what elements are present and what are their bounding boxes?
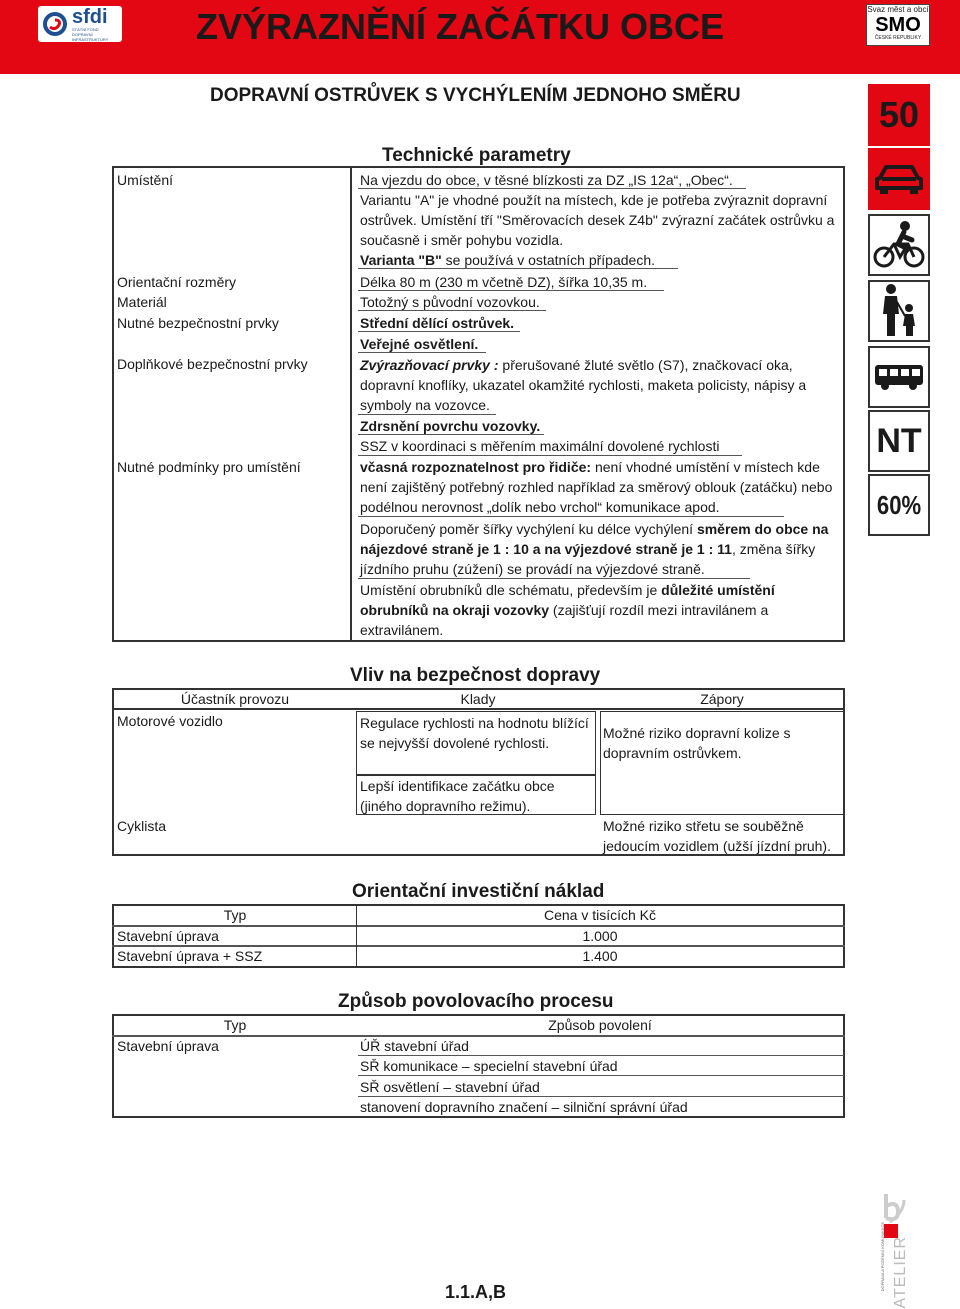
- podminky-text-2c: , změna šířky jízdního pruhu (zúžení) se provádí na výjezdové straně.: [360, 541, 816, 577]
- percent-label: 60%: [876, 489, 922, 520]
- safety-row1-con: Možné riziko dopravní kolize s dopravním ostrůvkem.: [603, 725, 791, 761]
- cost-row1-type: Stavební úprava: [117, 928, 219, 944]
- permit-col-method: Způsob povolení: [548, 1017, 652, 1033]
- podminky-text-3b: důležité umístění obrubníků na okraji vozovky: [360, 582, 775, 618]
- cost-row2-type: Stavební úprava + SSZ: [117, 948, 263, 964]
- header-bar: [0, 0, 960, 74]
- umisteni-label: Umístění: [117, 172, 174, 188]
- atelier-logo-text: ATELIER: [892, 1236, 909, 1309]
- nutne-label: Nutné bezpečnostní prvky: [117, 315, 279, 331]
- cost-col-type: Typ: [223, 907, 247, 923]
- rule: [358, 516, 784, 517]
- podminky-label: Nutné podmínky pro umístění: [117, 459, 301, 475]
- podminky-text-1: není vhodné umístění v místech kde není zajištěný potřebný rozhled například za směrový oblouk (zatáčku) nebo podélnou nerovnost „dolík nebo vrchol“ komunikace apod.: [360, 459, 833, 515]
- rule: [358, 455, 742, 456]
- material-value: Totožný s původní vozovkou.: [360, 294, 540, 310]
- sfdi-logo-icon: [42, 11, 68, 37]
- smo-logo-top: Svaz měst a obcí: [867, 5, 929, 14]
- rule: [358, 1075, 844, 1076]
- rule: [358, 434, 544, 435]
- safety-row1-participant: Motorové vozidlo: [117, 713, 223, 729]
- smo-logo-bottom: ČESKÉ REPUBLIKY: [874, 35, 922, 41]
- safety-col-participant: Účastník provozu: [180, 691, 290, 707]
- rule: [358, 331, 520, 332]
- doplnkove-text-2: Zdrsnění povrchu vozovky.: [360, 418, 541, 434]
- safety-row1-pro1: Regulace rychlosti na hodnotu blížící se nejvyšší dovolené rychlosti.: [360, 715, 589, 751]
- umisteni-variant-b: Varianta "B": [360, 252, 442, 268]
- permit-item-1: ÚŘ stavební úřad: [360, 1038, 469, 1054]
- rule: [358, 268, 678, 269]
- rule: [358, 578, 750, 579]
- speed-limit-value: 50: [878, 94, 920, 135]
- podminky-text-2a: Doporučený poměr šířky vychýlení ku délce vychýlení: [360, 521, 697, 537]
- page-title: ZVÝRAZNĚNÍ ZAČÁTKU OBCE: [196, 6, 724, 47]
- doplnkove-text-3: SSZ v koordinaci s měřením maximální dovolené rychlosti: [360, 438, 720, 454]
- umisteni-text-4: se používá v ostatních případech.: [441, 252, 656, 268]
- car-icon-graphic: [874, 162, 924, 196]
- safety-col-pros: Klady: [460, 691, 496, 707]
- rule: [358, 290, 664, 291]
- podminky-text-3c: (zajišťují rozdíl mezi intravilánem a extravilánem.: [360, 602, 769, 638]
- pedestrian-icon-graphic: [879, 284, 919, 338]
- cost-row1-price: 1.000: [582, 928, 618, 944]
- permit-title: Způsob povolovacího procesu: [338, 991, 614, 1012]
- cost-row2-price: 1.400: [582, 948, 618, 964]
- permit-row-type: Stavební úprava: [117, 1038, 219, 1054]
- doplnkove-heading: Zvýrazňovací prvky :: [360, 357, 499, 373]
- sfdi-logo: [38, 6, 122, 42]
- smo-logo: [866, 4, 930, 46]
- page-subtitle: DOPRAVNÍ OSTRŮVEK S VYCHÝLENÍM JEDNOHO SMĚRU: [210, 85, 741, 106]
- cyclist-icon: [868, 214, 930, 276]
- technical-title: Technické parametry: [382, 145, 571, 166]
- rozmery-label: Orientační rozměry: [117, 274, 237, 290]
- atelier-logo-sub: DOPRAVA A POZEMNÍ KOMUNIKACE: [880, 1222, 885, 1292]
- speed-limit-icon: [868, 84, 930, 146]
- rule: [358, 188, 746, 189]
- podminky-heading: včasná rozpoznatelnost pro řidiče:: [360, 459, 592, 475]
- podminky-text-2b: směrem do obce na nájezdové straně je 1 : 10 a na výjezdové straně je 1 : 11: [360, 521, 829, 557]
- podminky-text-3a: Umístění obrubníků dle schématu, především je: [360, 582, 662, 598]
- rozmery-value: Délka 80 m (230 m včetně DZ), šířka 10,35 m.: [360, 274, 648, 290]
- nt-icon: [868, 410, 930, 472]
- permit-col-type: Typ: [223, 1017, 247, 1033]
- nutne-value-1: Střední dělící ostrůvek.: [360, 315, 515, 331]
- safety-row2-participant: Cyklista: [117, 818, 167, 834]
- technical-divider: [350, 166, 352, 642]
- nutne-value-2: Veřejné osvětlení.: [360, 336, 479, 352]
- cost-title: Orientační investiční náklad: [352, 881, 605, 902]
- umisteni-text-2: Variantu "A" je vhodné použít na místech, kde je potřeba zvýraznit dopravní ostrůvek. Umístění tří "Směrovacích desek Z4b" zvýrazní začátek ostrůvku a současně i směr pohybu vozidla.: [360, 192, 835, 248]
- rule: [358, 310, 546, 311]
- page-number: 1.1.A,B: [445, 1282, 507, 1302]
- permit-item-2: SŘ komunikace – specielní stavební úřad: [360, 1058, 618, 1074]
- sfdi-logo-subtitle: STÁTNÍ FOND DOPRAVNÍ INFRASTRUKTURY: [72, 26, 109, 42]
- cyclist-icon-graphic: [872, 220, 926, 270]
- bus-icon: [868, 346, 930, 408]
- safety-title: Vliv na bezpečnost dopravy: [350, 665, 601, 686]
- safety-col-cons: Zápory: [700, 691, 744, 707]
- cost-col-price: Cena v tisících Kč: [543, 907, 657, 923]
- car-icon: [868, 148, 930, 210]
- atelier-logo: [876, 1192, 932, 1309]
- pedestrian-icon: [868, 280, 930, 342]
- nt-label: NT: [876, 421, 922, 460]
- percent-icon: [868, 474, 930, 536]
- doplnkove-text-1: přerušované žluté světlo (S7), značkovací oka, dopravní knoflíky, ukazatel okamžité rychlosti, maketa policisty, nápisy a symboly na vozovce.: [360, 357, 807, 413]
- doplnkove-label: Doplňkové bezpečnostní prvky: [117, 356, 308, 372]
- permit-item-3: SŘ osvětlení – stavební úřad: [360, 1079, 540, 1095]
- material-label: Materiál: [117, 294, 167, 310]
- bus-icon-graphic: [873, 363, 925, 391]
- umisteni-text-1: Na vjezdu do obce, v těsné blízkosti za DZ „IS 12a“, „Obec“.: [360, 172, 733, 188]
- smo-logo-name: SMO: [875, 14, 921, 36]
- safety-row2-con: Možné riziko střetu se souběžně jedoucím vozidlem (užší jízdní pruh).: [603, 818, 831, 854]
- rule: [358, 414, 496, 415]
- sfdi-logo-name: sfdi: [72, 5, 108, 28]
- permit-item-4: stanovení dopravního značení – silniční správní úřad: [360, 1099, 688, 1115]
- safety-row1-pro2: Lepší identifikace začátku obce (jiného dopravního režimu).: [360, 778, 555, 814]
- rule: [358, 352, 486, 353]
